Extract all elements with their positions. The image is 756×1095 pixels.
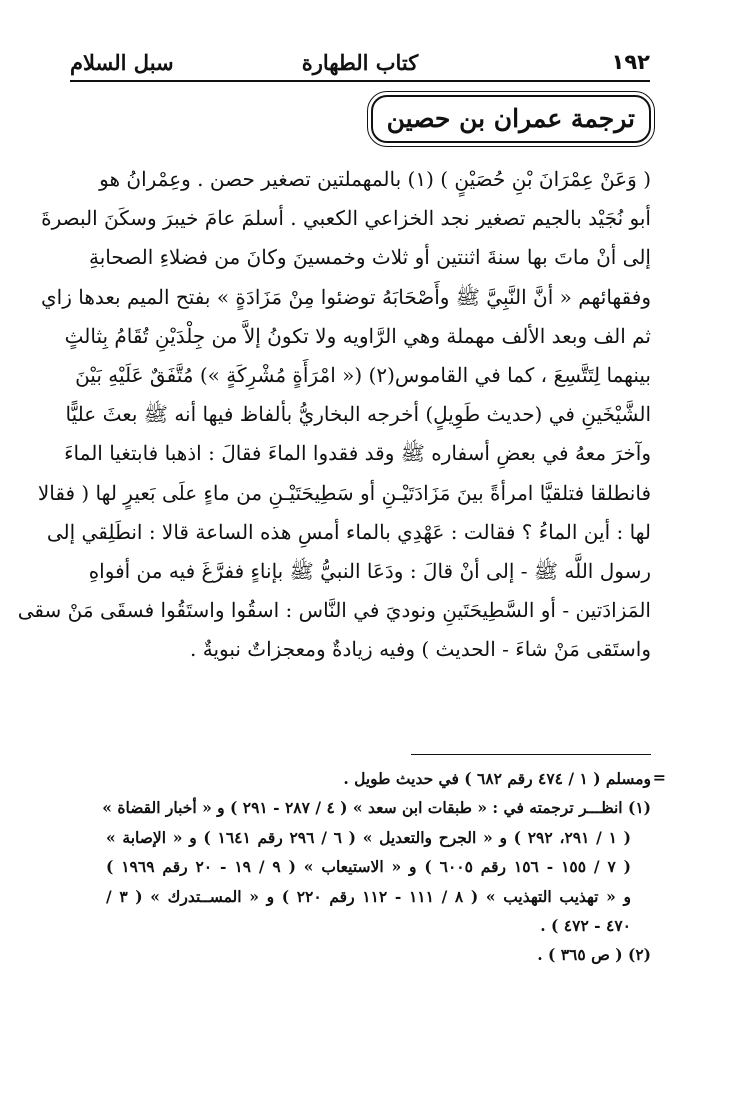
footnote-continuation-marker: = (652, 768, 666, 787)
text-line: بينهما لِتَتَّسِعَ ، كما في القاموس(٢) (« امْرَأَةٍ مُشْرِكَةٍ ») مُتَّفَقٌ عَلَيْهِ بَيْنَ (75, 362, 651, 387)
main-text (17, 160, 651, 669)
footnote-line: و « تهذيب التهذيب » ( ٨ / ١١١ - ١١٢ رقم ٢٢٠ ) و « المســتدرك » ( ٣ / (106, 886, 631, 906)
footnote-line: (١) انظـــر ترجمته في : « طبقات ابن سعد » ( ٤ / ٢٨٧ - ٢٩١ ) و « أخبار القضاة » (102, 798, 651, 818)
running-title: سبل السلام (70, 50, 174, 75)
text-line: لها : أين الماءُ ؟ فقالت : عَهْدِي بالماء أمسِ هذه الساعة قالا : انطَلِقي إلى (46, 519, 651, 544)
footnote-line: (٢) ( ص ٣٦٥ ) . (537, 945, 651, 965)
text-line: واستَقى مَنْ شاءَ - الحديث ) وفيه زيادةٌ ومعجزاتٌ نبويةٌ . (190, 637, 651, 662)
footnote-line: ( ٧ / ١٥٥ - ١٥٦ رقم ٦٠٠٥ ) و « الاستيعاب » ( ٩ / ١٩ - ٢٠ رقم ١٩٦٩ ) (106, 857, 631, 877)
footnotes (102, 764, 651, 970)
text-line: أبو نُجَيْد بالجيم تصغير نجد الخزاعي الكعبي . أسلمَ عامَ خيبرَ وسكَنَ البصرةَ (41, 206, 651, 231)
section-title-box (371, 95, 651, 143)
text-line: ( وَعَنْ عِمْرَانَ بْنِ حُصَيْنٍ ) (١) بالمهملتين تصغير حصن . وعِمْرانُ هو (99, 167, 651, 191)
book-title: كتاب الطهارة (301, 50, 419, 75)
footnote-line: ومسلم ( ١ / ٤٧٤ رقم ٦٨٢ ) في حديث طويل . (343, 769, 651, 788)
footnote-line: ٤٧٠ - ٤٧٢ ) . (540, 915, 631, 935)
text-line: رسول اللَّه ﷺ - إلى أنْ قالَ : ودَعَا النبيُّ ﷺ بإناءٍ ففرَّغَ فيه من أفواهِ (88, 558, 651, 583)
section-title: ترجمة عمران بن حصين (386, 104, 635, 133)
text-line: فانطلقا فتلقيَّا امرأةً بينَ مَزَادَتَيْـنِ أو سَطِيحَتَيْـنِ من ماءٍ علَى بَعيرٍ لها ( فقالا (37, 480, 651, 505)
text-line: وآخرَ معهُ في بعضِ أسفاره ﷺ وقد فقدوا الماءَ فقالَ : اذهبا فابتغيا الماءَ (64, 441, 651, 466)
text-line: المَزادَتين - أو السَّطِيحَتَينِ ونوديَ في النَّاس : اسقُوا واستَقُوا فسقَى مَنْ سقى (17, 598, 651, 623)
page-number: ١٩٢ (611, 50, 650, 74)
footnote-line: ( ١ / ٢٩١، ٢٩٢ ) و « الجرح والتعديل » ( ٦ / ٢٩٦ رقم ١٦٤١ ) و « الإصابة » (106, 827, 631, 847)
footnote-separator (411, 754, 651, 755)
text-line: إلى أنْ ماتَ بها سنةَ اثنتين أو ثلاث وخمسينَ وكانَ من فضلاءِ الصحابةِ (89, 245, 651, 270)
text-line: وفقهائهم « أنَّ النَّبِيَّ ﷺ وأَصْحَابَهُ توضئوا مِنْ مَزَادَةٍ » بفتح الميم بعدها زاي (41, 284, 651, 309)
header-rule (70, 80, 650, 82)
page-header (70, 44, 650, 80)
text-line: ثم الف وبعد الألف مهملة وهي الرَّاويه ولا تكونُ إلاَّ من جِلْدَيْنِ تُقَامُ بِثالثٍ (64, 323, 651, 348)
text-line: الشَّيْخَينِ في (حديث طَوِيلٍ) أخرجه البخاريُّ بألفاظ فيها أنه ﷺ بعثَ عليًّا (65, 402, 651, 427)
